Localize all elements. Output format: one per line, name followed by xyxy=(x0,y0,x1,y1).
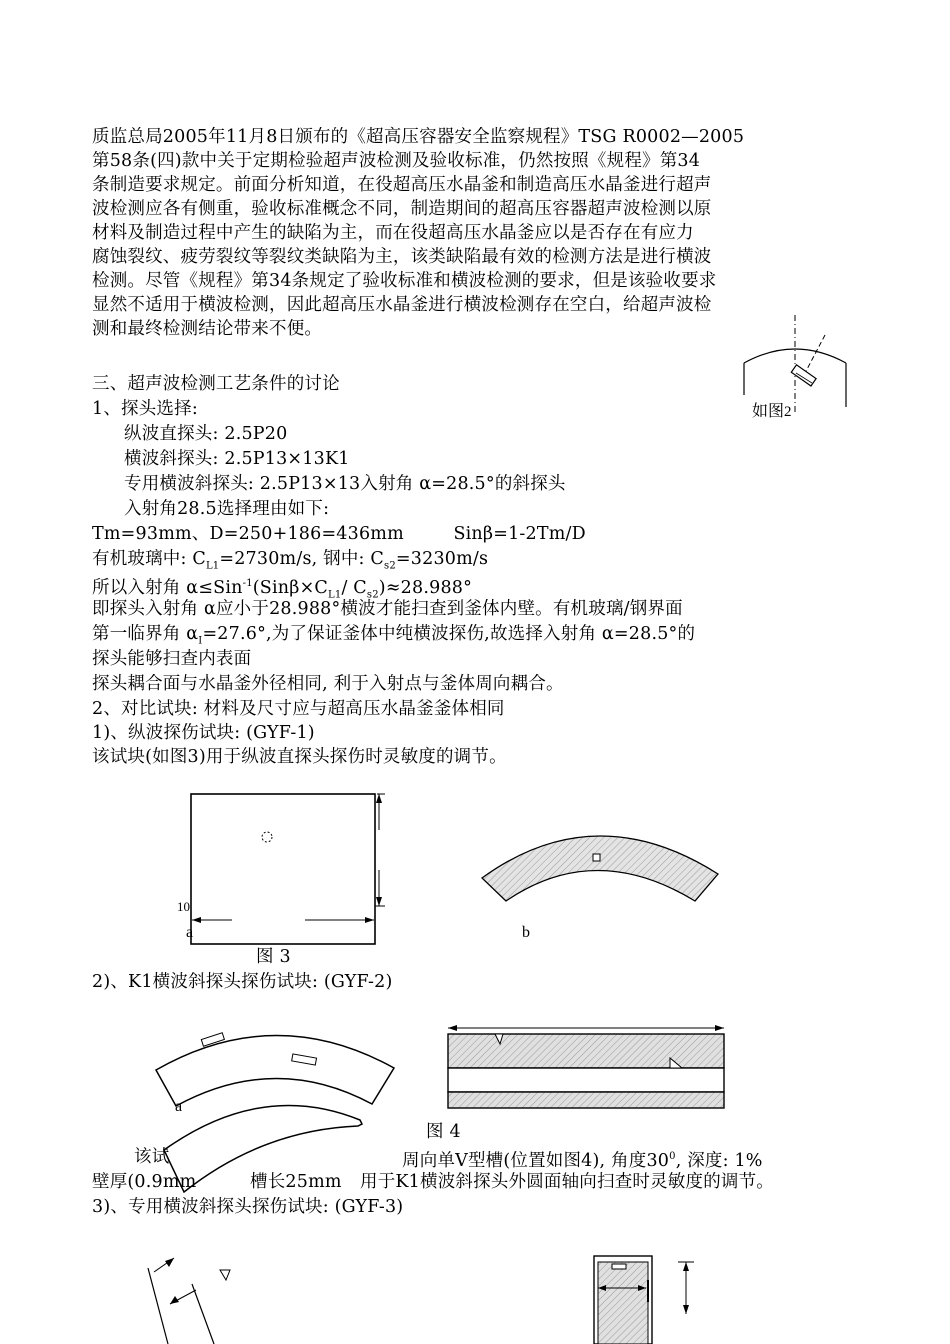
formula-line xyxy=(92,522,586,546)
text-line: 2)、K1横波斜探头探伤试块: (GYF-2) xyxy=(92,972,393,992)
text-line: 第一临界角 $\alpha_I=27.6^\circ$,为了保证釜体中纯横波探伤,故选择入射角 α=28.5°的 xyxy=(92,624,696,647)
text-line: 专用横波斜探头: 2.5P13×13入射角 α=28.5°的斜探头 xyxy=(124,474,566,494)
text-line: 纵波直探头: 2.5P20 xyxy=(124,424,288,444)
text-line: 第58条(四)款中关于定期检验超声波检测及验收标准，仍然按照《规程》第34 xyxy=(92,151,701,171)
figure-3-caption: 图 3 xyxy=(256,947,291,967)
subsection-title: 2、对比试块: 材料及尺寸应与超高压水晶釜釜体相同 xyxy=(92,699,505,719)
figure-5-probe-sketch xyxy=(140,1250,250,1344)
figure-3-dimension: 10 xyxy=(177,899,190,914)
text-line: 用于K1横波斜探头外圆面轴向扫查时灵敏度的调节。 xyxy=(360,1172,775,1192)
text-line: 槽长25mm xyxy=(250,1172,342,1192)
text-line: 周向单V型槽(位置如图4), 角度$30^0$, 深度: 1% xyxy=(402,1150,763,1171)
text-line: 探头耦合面与水晶釜外径相同, 利于入射点与釜体周向耦合。 xyxy=(92,674,564,694)
figure-2-label: 如图2 xyxy=(752,403,792,420)
figure-3-label-b: b xyxy=(522,924,530,941)
formula-part: Sinβ=1-2Tm/D xyxy=(453,524,586,544)
figure-3-diagram xyxy=(170,790,730,950)
figure-4-caption: 图 4 xyxy=(426,1122,461,1142)
text-line: 1)、纵波探伤试块: (GYF-1) xyxy=(92,723,315,743)
figure-5-block-sketch xyxy=(590,1252,710,1344)
text-line: 波检测应各有侧重，验收标准概念不同，制造期间的超高压容器超声波检测以原 xyxy=(92,199,712,219)
subsection-title: 1、探头选择: xyxy=(92,399,198,419)
text-line: 腐蚀裂纹、疲劳裂纹等裂纹类缺陷为主，该类缺陷最有效的检测方法是进行横波 xyxy=(92,247,712,267)
text-line: 横波斜探头: 2.5P13×13K1 xyxy=(124,449,350,469)
formula-part: Tm=93mm、D=250+186=436mm xyxy=(92,524,404,544)
text-line: 质监总局2005年11月8日颁布的《超高压容器安全监察规程》TSG R0002—2005 xyxy=(92,127,745,147)
text-line: 显然不适用于横波检测，因此超高压水晶釜进行横波检测存在空白，给超声波检 xyxy=(92,295,712,315)
text-line: 3)、专用横波斜探头探伤试块: (GYF-3) xyxy=(92,1197,404,1217)
text-line: 即探头入射角 α应小于28.988°横波才能扫查到釜体内壁。有机玻璃/钢界面 xyxy=(92,599,683,619)
text-line: 入射角28.5选择理由如下: xyxy=(124,499,330,519)
text-line: 该试 xyxy=(134,1147,170,1167)
text-line: 材料及制造过程中产生的缺陷为主，而在役超高压水晶釜应以是否存在有应力 xyxy=(92,223,694,243)
figure-4-label-a: a xyxy=(175,1098,183,1115)
text-line: 测和最终检测结论带来不便。 xyxy=(92,319,323,339)
text-line: 条制造要求规定。前面分析知道，在役超高压水晶釜和制造高压水晶釜进行超声 xyxy=(92,175,712,195)
text-line: 壁厚(0.9mm xyxy=(92,1172,197,1192)
text-line: 该试块(如图3)用于纵波直探头探伤时灵敏度的调节。 xyxy=(92,747,507,767)
formula-line: 所以入射角 $\alpha\le Sin^{-1}(Sin\beta\times C_{L1}/$ $C_{s2})\approx 28.988^\circ$ xyxy=(92,577,473,601)
figure-3-label-a: a xyxy=(186,924,194,941)
formula-line: 有机玻璃中: $C_{L1}=2730m/s$, 钢中: $C_{s2}=3230m/s$ xyxy=(92,549,489,572)
text-line: 探头能够扫查内表面 xyxy=(92,649,252,669)
text-line: 检测。尽管《规程》第34条规定了验收标准和横波检测的要求，但是该验收要求 xyxy=(92,271,717,291)
section-heading: 三、超声波检测工艺条件的讨论 xyxy=(92,374,340,394)
